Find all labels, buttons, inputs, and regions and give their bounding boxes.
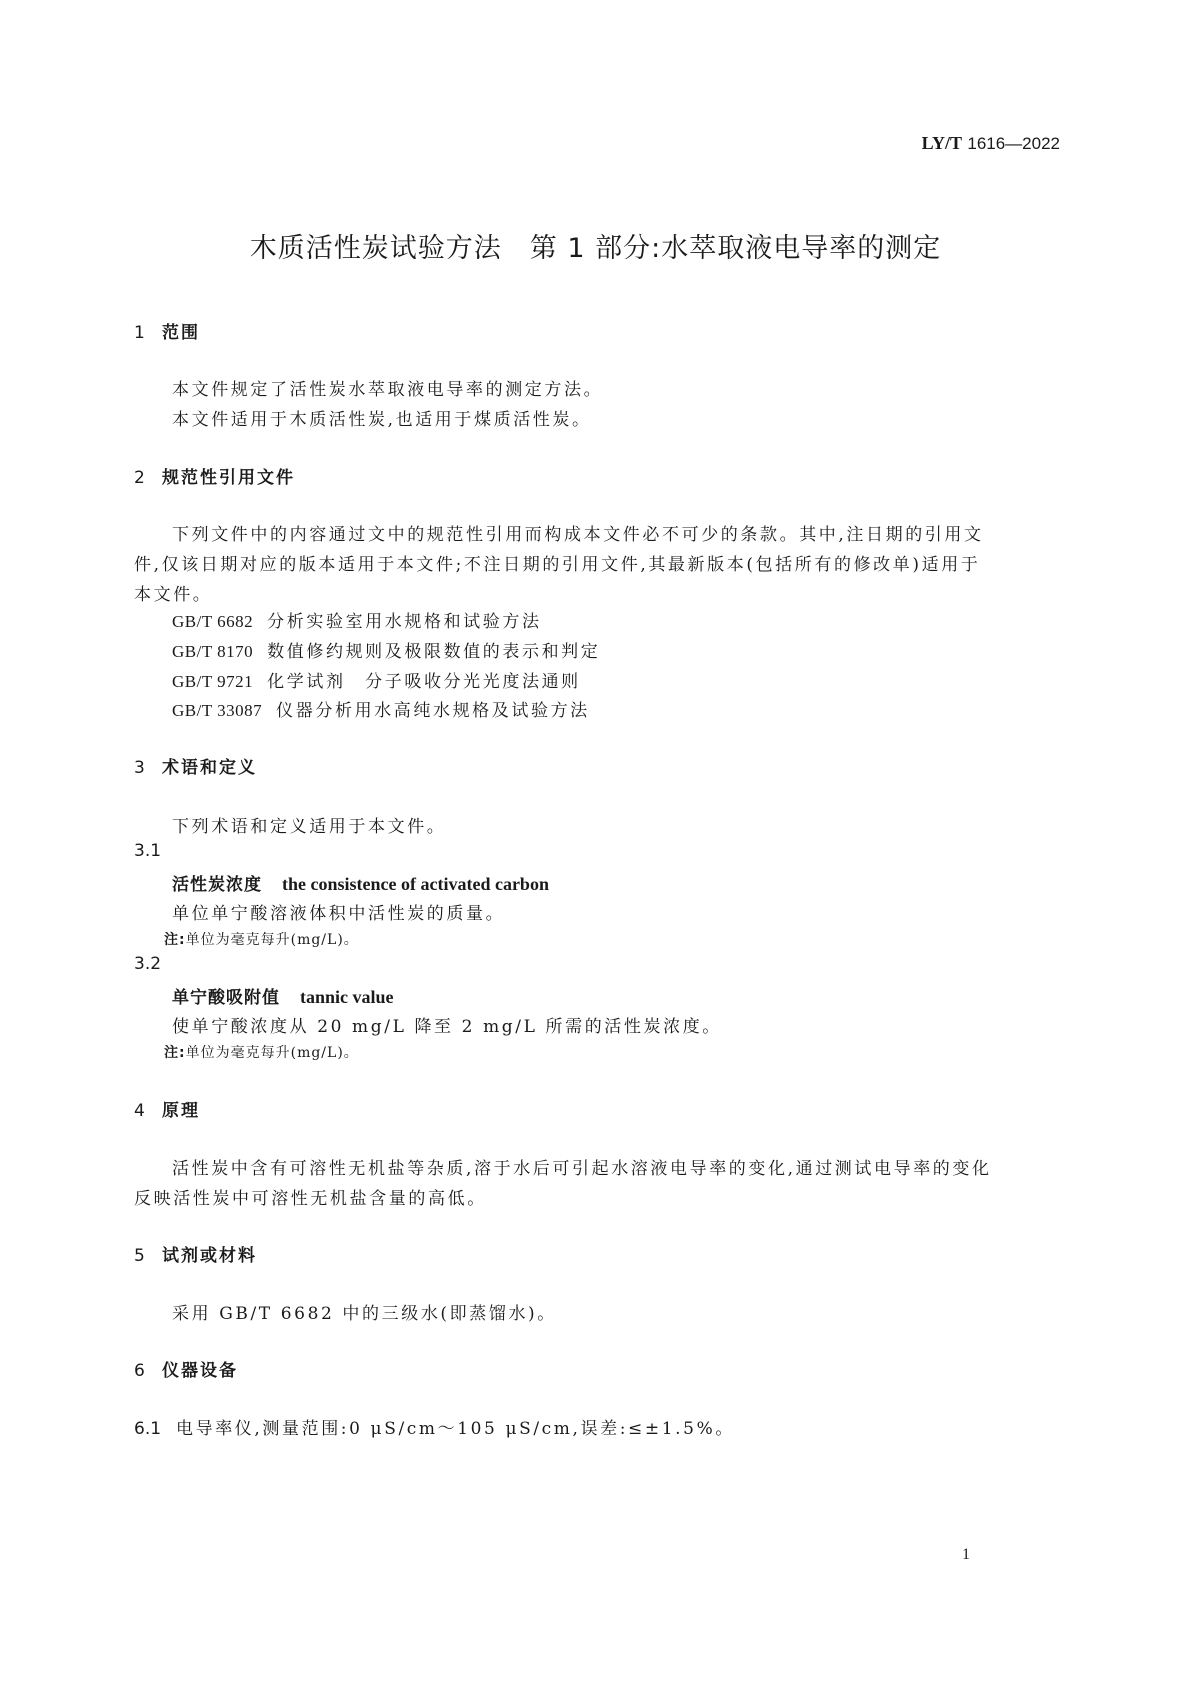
term-number: 3.2 <box>134 954 162 974</box>
section-4-heading <box>134 1096 200 1121</box>
reference-code: GB/T 33087 <box>172 701 263 720</box>
reference-item <box>172 637 600 662</box>
paragraph-line: 下列文件中的内容通过文中的规范性引用而构成本文件必不可少的条款。其中,注日期的引用文 <box>172 525 984 545</box>
term-en: tannic value <box>300 987 394 1007</box>
term-number: 3.1 <box>134 841 162 861</box>
term-en: the consistence of activated carbon <box>282 874 549 894</box>
note-label: 注: <box>164 1045 186 1061</box>
section-6-heading <box>134 1356 238 1381</box>
section-3-heading <box>134 753 257 778</box>
section-2-heading <box>134 463 295 488</box>
reference-title: 仪器分析用水高纯水规格及试验方法 <box>276 701 590 721</box>
term-zh: 活性炭浓度 <box>172 875 262 895</box>
paragraph-line: 活性炭中含有可溶性无机盐等杂质,溶于水后可引起水溶液电导率的变化,通过测试电导率的变化 <box>172 1159 992 1179</box>
note-label: 注: <box>164 932 186 948</box>
clause-number: 6.1 <box>134 1419 162 1439</box>
term-definition: 使单宁酸浓度从 20 mg/L 降至 2 mg/L 所需的活性炭浓度。 <box>172 1017 722 1037</box>
term-definition: 单位单宁酸溶液体积中活性炭的质量。 <box>172 904 506 924</box>
section-title: 试剂或材料 <box>162 1246 257 1266</box>
term-zh: 单宁酸吸附值 <box>172 988 280 1008</box>
section-1-heading <box>134 318 200 343</box>
section-number: 1 <box>134 323 145 343</box>
section-title: 原理 <box>162 1101 200 1121</box>
section-number: 2 <box>134 468 145 488</box>
note-text: 单位为毫克每升(mg/L)。 <box>185 932 359 948</box>
paragraph-line: 件,仅该日期对应的版本适用于本文件;不注日期的引用文件,其最新版本(包括所有的修改单)适用于 <box>134 555 981 575</box>
section-5-heading <box>134 1241 257 1266</box>
section-title: 仪器设备 <box>162 1361 238 1381</box>
page-number: 1 <box>962 1546 970 1563</box>
paragraph: 采用 GB/T 6682 中的三级水(即蒸馏水)。 <box>172 1304 557 1324</box>
paragraph-line: 本文件。 <box>134 585 213 605</box>
section-number: 6 <box>134 1361 145 1381</box>
reference-item <box>172 607 542 632</box>
reference-code: GB/T 8170 <box>172 642 254 661</box>
document-title: 木质活性炭试验方法 第 1 部分:水萃取液电导率的测定 <box>249 233 942 264</box>
reference-item <box>172 696 590 721</box>
section-title: 范围 <box>162 323 200 343</box>
note-text: 单位为毫克每升(mg/L)。 <box>185 1045 359 1061</box>
term-heading <box>172 870 549 895</box>
section-number: 3 <box>134 758 145 778</box>
term-note <box>164 929 359 949</box>
clause-item <box>134 1414 735 1439</box>
standard-code <box>922 133 1060 154</box>
standard-number: 1616—2022 <box>967 134 1060 153</box>
term-note <box>164 1042 359 1062</box>
term-heading <box>172 983 394 1008</box>
reference-code: GB/T 6682 <box>172 612 254 631</box>
paragraph-line: 反映活性炭中可溶性无机盐含量的高低。 <box>134 1189 487 1209</box>
reference-code: GB/T 9721 <box>172 672 254 691</box>
reference-title: 数值修约规则及极限数值的表示和判定 <box>267 642 601 662</box>
reference-title: 化学试剂 分子吸收分光光度法通则 <box>267 672 581 692</box>
standard-prefix: LY/T <box>921 133 962 153</box>
reference-title: 分析实验室用水规格和试验方法 <box>267 612 542 632</box>
section-number: 5 <box>134 1246 145 1266</box>
paragraph: 本文件适用于木质活性炭,也适用于煤质活性炭。 <box>172 410 592 430</box>
section-title: 术语和定义 <box>162 758 257 778</box>
reference-item <box>172 667 581 692</box>
section-title: 规范性引用文件 <box>162 468 295 488</box>
section-number: 4 <box>134 1101 145 1121</box>
paragraph: 下列术语和定义适用于本文件。 <box>172 817 447 837</box>
paragraph: 本文件规定了活性炭水萃取液电导率的测定方法。 <box>172 380 604 400</box>
clause-text: 电导率仪,测量范围:0 μS/cm～105 μS/cm,误差:≤±1.5%。 <box>176 1419 735 1439</box>
